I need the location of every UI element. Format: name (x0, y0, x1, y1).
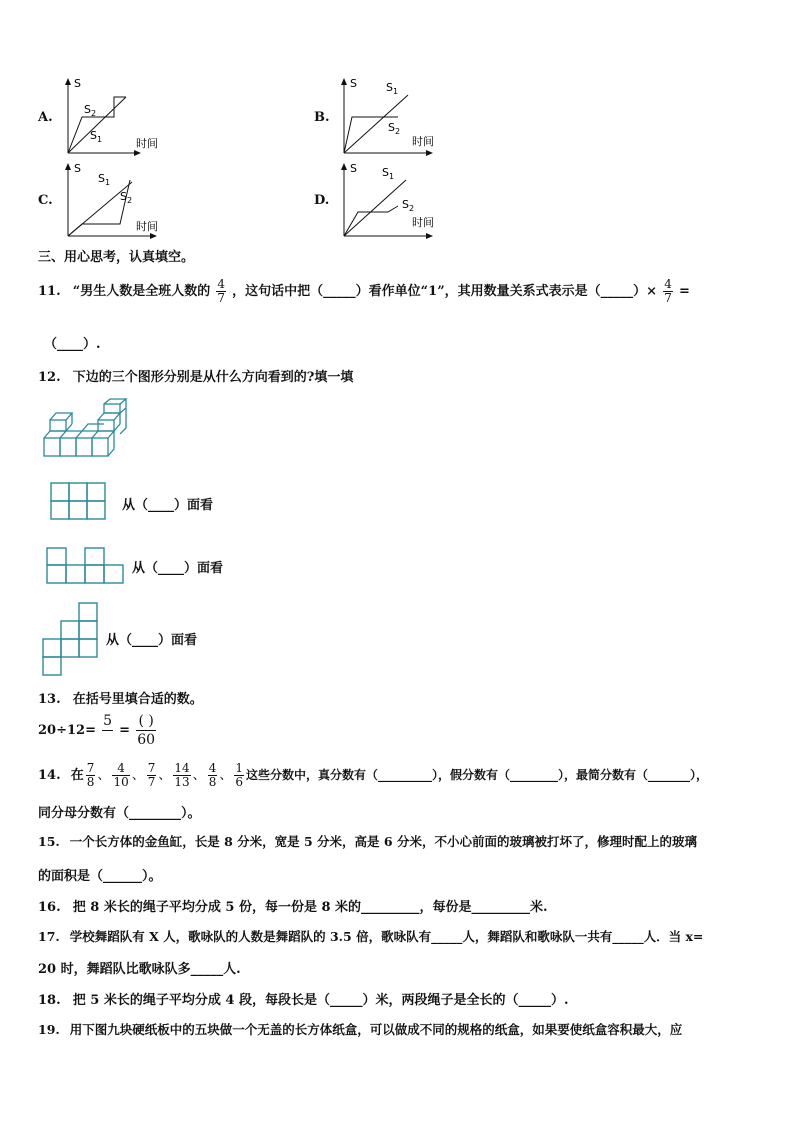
option-d-s2: S (402, 198, 409, 211)
option-b-axis-y: S (350, 77, 357, 90)
question-14: 14. 在 $\frac{7}{8}$ 、 $\frac{4}{10}$ 、 $\frac{7}{7}$ 、 $\frac{14}{13}$ 、 $\frac{4}{8}$ 、 $\frac{1}{6}$ 这些分数中，真分数有（_________），假分数有（________），最简分数有（_______）， (38, 761, 708, 789)
svg-text:S1 (382, 166, 394, 181)
q14-number: 14. (38, 768, 61, 783)
option-c-label: C. (38, 193, 53, 208)
option-a-s1: S (90, 129, 97, 142)
q18-number: 18. (38, 993, 61, 1008)
option-b-axis-x: 时间 (412, 135, 434, 148)
q14-fraction: $\frac{7}{7}$ (147, 761, 156, 789)
q16-number: 16. (38, 900, 61, 915)
view-1-figure (50, 482, 108, 526)
q11-text-3: = (679, 284, 690, 299)
option-a-s2-sub: 2 (90, 109, 97, 118)
q13-number: 13. (38, 692, 61, 707)
svg-text:S2 (120, 190, 132, 205)
q13-equation (38, 712, 158, 749)
q19-number: 19. (38, 1022, 60, 1037)
q13-text: 在括号里填合适的数。 (72, 692, 203, 707)
q13-fraction-2: $\frac{( )}{60}$ (137, 713, 156, 748)
q13-expression: 20÷12= (38, 723, 96, 738)
option-a-axis-x: 时间 (136, 137, 158, 150)
section-3-heading: 三、用心思考，认真填空。 (38, 250, 195, 265)
q17-text-2: 20 时，舞蹈队比歌咏队多_____人. (38, 962, 241, 977)
q13-fraction-1: 5 (103, 713, 113, 729)
svg-text:S1 (386, 81, 398, 96)
view-1-caption: 从（____）面看 (122, 498, 214, 513)
question-16 (38, 896, 548, 915)
option-b-graph (336, 75, 446, 161)
option-c-axis-x: 时间 (136, 220, 158, 233)
cube-stack-figure (42, 398, 134, 460)
option-a-graph (60, 75, 170, 161)
q14-text-2: 同分母分数有（________）。 (38, 806, 201, 821)
q19-text: 用下图九块硬纸板中的五块做一个无盖的长方体纸盒，可以做成不同的规格的纸盒，如果要使纸盒容积最大，应 (69, 1022, 683, 1037)
q15-number: 15. (38, 834, 60, 849)
q11-text-2: ，这句话中把（_____）看作单位“1”，其用数量关系式表示是（_____）× (232, 284, 658, 299)
option-d-graph (336, 160, 446, 246)
option-d-s2-sub: 2 (408, 204, 415, 213)
view-2-caption: 从（____）面看 (132, 561, 224, 576)
q11-answer-line: （____）. (44, 337, 101, 352)
q17-number: 17. (38, 929, 60, 944)
svg-text:S2 (402, 198, 414, 213)
option-c-s1: S (98, 172, 105, 185)
q15-text-2: 的面积是（______）。 (38, 869, 162, 884)
question-13 (38, 688, 203, 707)
q16-text: 把 8 米长的绳子平均分成 5 份，每一份是 8 米的_________，每份是_________米. (72, 900, 548, 915)
q11-fraction-2: $\frac{4}{7}$ (664, 277, 672, 305)
view-2-figure (45, 546, 125, 590)
q14-text-1: 这些分数中，真分数有（_________），假分数有（________），最简分数有（_______）， (245, 768, 708, 782)
option-b-label: B. (314, 110, 330, 125)
option-d-s1: S (382, 166, 389, 179)
option-a-label: A. (38, 110, 53, 125)
question-12 (38, 366, 353, 385)
q14-prefix: 在 (70, 768, 84, 783)
option-b-s1: S (386, 81, 393, 94)
option-d-axis-x: 时间 (412, 216, 434, 229)
option-c-axis-y: S (74, 162, 81, 175)
q18-text: 把 5 米长的绳子平均分成 4 段，每段长是（_____）米，两段绳子是全长的（_____）. (72, 993, 569, 1008)
question-18 (38, 989, 569, 1008)
option-b-s2-sub: 2 (394, 127, 401, 136)
q11-text-1: “男生人数是全班人数的 (72, 284, 211, 299)
option-b-s1-sub: 1 (392, 87, 399, 96)
q11-fraction-1: $\frac{4}{7}$ (217, 277, 226, 305)
option-c-graph (60, 160, 170, 246)
option-d-axis-y: S (350, 162, 357, 175)
svg-text:S1 (98, 172, 110, 187)
option-a-axis-y: S (74, 77, 81, 90)
option-c-s2-sub: 2 (126, 196, 133, 205)
q17-text-1: 学校舞蹈队有 X 人，歌咏队的人数是舞蹈队的 3.5 倍，歌咏队有_____人，舞蹈队和歌咏队一共有_____人．当 x= (69, 929, 704, 944)
q14-fraction: $\frac{4}{10}$ (113, 761, 129, 789)
q13-equals: = (119, 723, 131, 738)
q12-number: 12. (38, 370, 61, 385)
option-a-s1-sub: 1 (96, 135, 103, 144)
svg-text:S2 (388, 121, 400, 136)
q14-fraction: $\frac{7}{8}$ (86, 761, 95, 789)
option-c-s2: S (120, 190, 127, 203)
option-a-s2: S (84, 103, 91, 116)
question-11 (38, 278, 690, 305)
option-b-s2: S (388, 121, 395, 134)
question-15 (38, 832, 697, 850)
question-19 (38, 1020, 682, 1038)
view-3-figure (42, 602, 100, 680)
q14-fraction: $\frac{1}{6}$ (235, 761, 243, 789)
question-17 (38, 927, 703, 945)
q11-number: 11. (38, 284, 61, 299)
q14-fraction: $\frac{4}{8}$ (208, 761, 217, 789)
q12-text: 下边的三个图形分别是从什么方向看到的?填一填 (72, 370, 354, 385)
option-d-label: D. (314, 193, 330, 208)
q14-fraction: $\frac{14}{13}$ (174, 761, 190, 789)
q15-text-1: 一个长方体的金鱼缸，长是 8 分米，宽是 5 分米，高是 6 分米，不小心前面的玻璃被打坏了，修理时配上的玻璃 (69, 834, 697, 849)
view-3-caption: 从（____）面看 (106, 633, 198, 648)
option-c-s1-sub: 1 (104, 178, 111, 187)
option-d-s1-sub: 1 (388, 172, 395, 181)
